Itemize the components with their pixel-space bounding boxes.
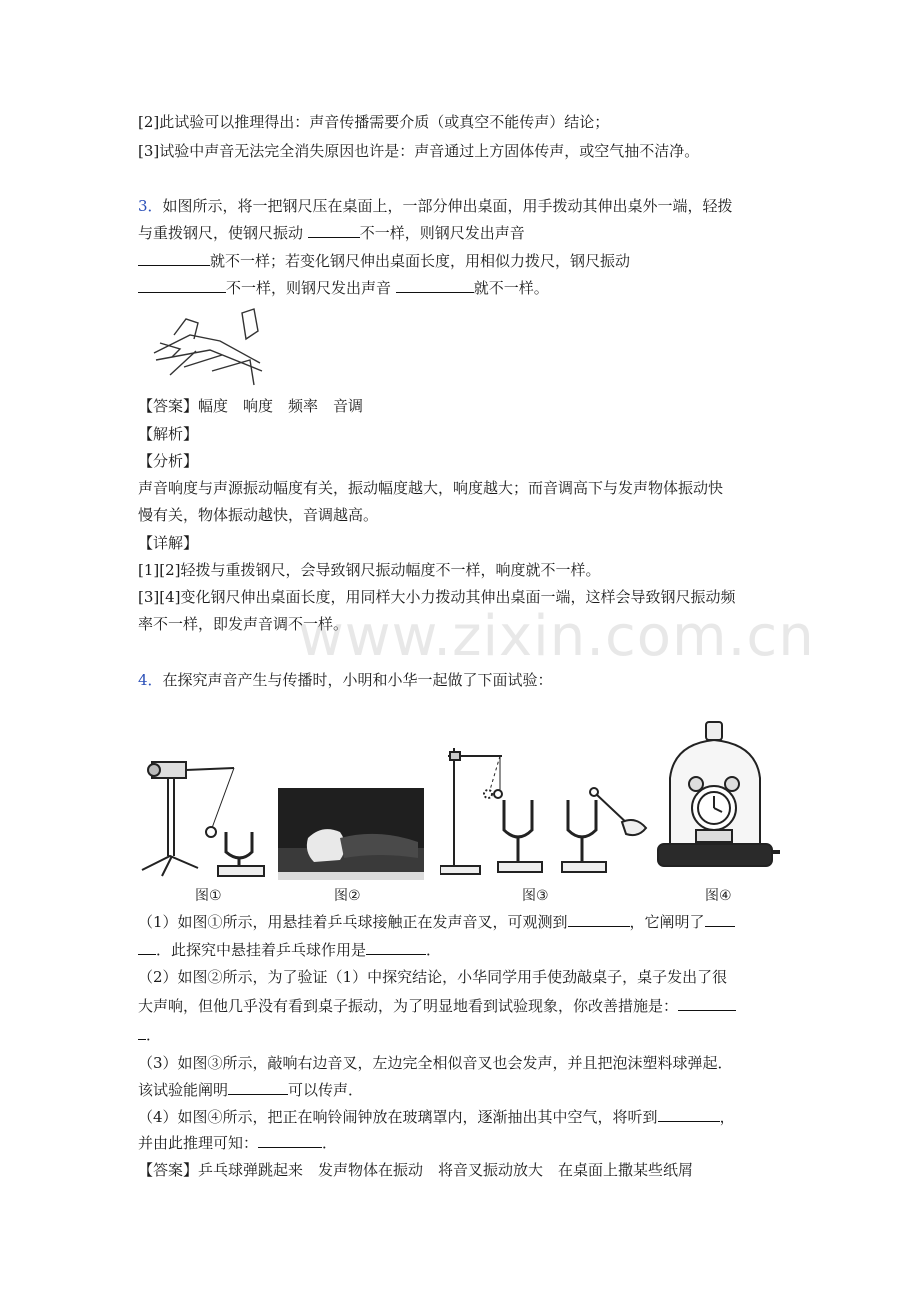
answer-blank[interactable] (568, 912, 630, 927)
q4-text: ．此探究中悬挂着乒乓球作用是 (156, 941, 367, 959)
answer-blank[interactable] (138, 251, 210, 266)
answer-blank[interactable] (138, 940, 156, 955)
q4-text: （4）如图④所示，把正在响铃闹钟放在玻璃罩内，逐渐抽出其中空气，将听到 (138, 1108, 658, 1126)
q3-text: 不一样，则钢尺发出声音 (226, 279, 396, 297)
figure-4-bell-jar (656, 718, 782, 874)
q3-line-1 (138, 196, 733, 216)
q4-part-2-line-3 (138, 1025, 161, 1045)
figure-caption: 图② (334, 888, 361, 904)
figure-2-photo (278, 788, 424, 880)
section-label: 【详解】 (138, 534, 199, 552)
answer-blank[interactable] (308, 223, 360, 238)
q3-text: 就不一样；若变化钢尺伸出桌面长度，用相似力拨尺，钢尺振动 (210, 252, 631, 270)
q3-line-4 (138, 278, 549, 298)
answer-blank[interactable] (658, 1107, 720, 1122)
q3-text: 与重拨钢尺，使钢尺振动 (138, 224, 308, 242)
answer-blank[interactable] (705, 912, 735, 927)
q4-text: ． (426, 941, 442, 959)
answer-blank[interactable] (258, 1133, 322, 1148)
q4-part-1-line-1 (138, 912, 735, 932)
figure-caption: 图① (195, 888, 222, 904)
text-line: （3）如图③所示，敲响右边音叉，左边完全相似音叉也会发声，并且把泡沫塑料球弹起． (138, 1054, 733, 1072)
answer-blank[interactable] (396, 278, 474, 293)
q4-text: （1）如图①所示，用悬挂着乒乓球接触正在发声音叉，可观测到 (138, 913, 568, 931)
q4-text: 大声响，但他几乎没有看到桌子振动，为了明显地看到试验现象，你改善措施是： (138, 997, 679, 1015)
figure-caption: 图③ (522, 888, 549, 904)
answer-blank[interactable] (228, 1080, 288, 1095)
q4-part-2-line-2 (138, 996, 736, 1016)
q4-text: 可以传声． (288, 1081, 364, 1099)
q3-text: 就不一样。 (473, 279, 549, 297)
steel-ruler-figure (150, 305, 268, 389)
answer-blank[interactable] (138, 278, 226, 293)
q3-line-3 (138, 251, 630, 271)
text-line: 率不一样，即发声音调不一样。 (138, 615, 349, 633)
q4-part-4-line-1 (138, 1107, 735, 1127)
text-line: 声音响度与声源振动幅度有关，振动幅度越大，响度越大；而音调高下与发声物体振动快 (138, 479, 724, 497)
answer-text: 幅度 响度 频率 音调 (198, 397, 364, 415)
q4-part-1-line-2 (138, 940, 441, 960)
q4-text: ． (322, 1134, 338, 1152)
knocking-hand-image (278, 788, 424, 880)
answer-blank[interactable] (366, 940, 426, 955)
q3-text: 如图所示，将一把钢尺压在桌面上，一部分伸出桌面，用手拨动其伸出桌外一端，轻拨 (162, 197, 733, 215)
question-number: 4． (138, 671, 163, 689)
q4-part-3-line-2 (138, 1080, 363, 1100)
answer-text: 乒乓球弹跳起来 发声物体在振动 将音叉振动放大 在桌面上撒某些纸屑 (198, 1161, 694, 1179)
q3-answer-line (138, 396, 363, 416)
q4-line-1 (138, 670, 553, 690)
q4-answer-line (138, 1160, 693, 1180)
q4-part-4-line-2 (138, 1133, 337, 1153)
figure-1-pendulum-fork (138, 752, 268, 880)
figure-3-two-forks (440, 742, 654, 882)
text-line: [1][2]轻拨与重拨钢尺，会导致钢尺振动幅度不一样，响度就不一样。 (138, 561, 601, 579)
text-line: [2]此试验可以推理得出：声音传播需要介质（或真空不能传声）结论； (138, 113, 610, 131)
section-label: 【分析】 (138, 452, 199, 470)
section-label: 【解析】 (138, 425, 199, 443)
q4-text: ，它阐明了 (629, 913, 705, 931)
figure-caption: 图④ (705, 888, 732, 904)
answer-blank[interactable] (138, 1025, 146, 1040)
question-number: 3． (138, 197, 163, 215)
text-line: （2）如图②所示，为了验证（1）中探究结论，小华同学用手使劲敲桌子，桌子发出了很 (138, 968, 728, 986)
q4-text: ． (146, 1026, 162, 1044)
q4-text: ， (719, 1108, 735, 1126)
answer-label: 【答案】 (138, 397, 199, 415)
q4-text: 在探究声音产生与传播时，小明和小华一起做了下面试验： (162, 671, 553, 689)
q4-text: 该试验能阐明 (138, 1081, 229, 1099)
answer-blank[interactable] (678, 996, 736, 1011)
text-line: [3][4]变化钢尺伸出桌面长度，用同样大小力拨动其伸出桌面一端，这样会导致钢尺振动频 (138, 588, 736, 606)
q3-text: 不一样，则钢尺发出声音 (359, 224, 525, 242)
text-line: 慢有关，物体振动越快，音调越高。 (138, 506, 379, 524)
answer-label: 【答案】 (138, 1161, 199, 1179)
q4-text: 并由此推理可知： (138, 1134, 259, 1152)
watermark: www.zixin.com.cn (298, 604, 815, 669)
q3-line-2 (138, 223, 525, 243)
text-line: [3]试验中声音无法完全消失原因也许是：声音通过上方固体传声，或空气抽不洁净。 (138, 142, 700, 160)
